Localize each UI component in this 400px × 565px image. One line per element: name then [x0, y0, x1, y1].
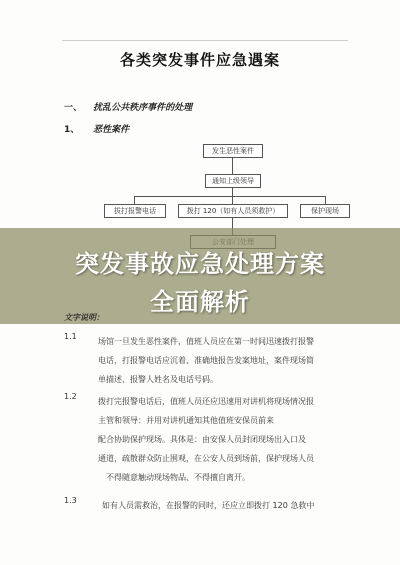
text-caption: 文字说明： [64, 313, 104, 322]
paragraph-line: 如有人员需救治，在报警的同时，还应立即拨打 120 急救中 [102, 501, 315, 510]
flow-node-call-police: 拔打报警电话 [104, 204, 166, 218]
paragraph-1-2 [64, 392, 314, 487]
paragraph-line: 单描述、报警人姓名及电话号码。 [98, 375, 218, 384]
flow-connector [232, 157, 233, 174]
title-banner [0, 228, 400, 324]
section-title: 扰乱公共秩序事件的处理 [93, 103, 193, 113]
flow-node-notify: 通知上级领导 [205, 174, 261, 188]
paragraph-number: 1.3 [64, 496, 77, 505]
flow-connector [232, 187, 233, 196]
section-number: 1、 [64, 125, 80, 135]
paragraph-1-3 [64, 496, 315, 515]
paragraph-number: 1.2 [64, 392, 77, 401]
flow-connector [232, 196, 233, 204]
paragraph-line: 场馆一旦发生恶性案件，值班人员应在第一时间迅速拨打报警 [98, 337, 314, 346]
paragraph-number: 1.1 [64, 332, 77, 341]
paragraph-line: 电话，打报警电话应沉着、准确地报告发案地址，案件现场简 [98, 356, 314, 365]
flow-node-incident: 发生恶性案件 [203, 144, 263, 158]
paragraph-line: 配合协助保护现场。具体是：由安保人员封闭现场出入口及 [98, 435, 306, 444]
document-title: 各类突发事件应急遇案 [119, 51, 280, 69]
paragraph-1-1 [64, 332, 314, 389]
flow-connector [325, 196, 326, 204]
banner-title-line-2: 全面解析 [150, 288, 250, 316]
paragraph-line: 拨打完报警电话后，值班人员还应迅速用对讲机将现场情况报 [98, 397, 314, 406]
paragraph-line: 主管和领导：并用对讲机通知其他值班安保员前来 [98, 416, 274, 425]
flow-node-call-120: 拨打 120（如有人员须救护） [178, 204, 288, 218]
flow-connector [134, 196, 326, 197]
banner-title-line-1: 突发事故应急处理方案 [75, 250, 325, 278]
paragraph-line: 通道，疏散群众防止围观，在公安人员到场前，保护现场人员 [98, 454, 314, 463]
section-number: 一、 [64, 103, 83, 113]
section-heading-1 [64, 100, 192, 113]
section-title: 恶性案件 [93, 125, 130, 135]
paragraph-line: 不得随意触动现场物品、不得擅自离开。 [106, 473, 250, 482]
flow-node-protect-scene: 保护现场 [300, 204, 350, 218]
flow-connector [134, 196, 135, 204]
header-rule [62, 40, 348, 41]
